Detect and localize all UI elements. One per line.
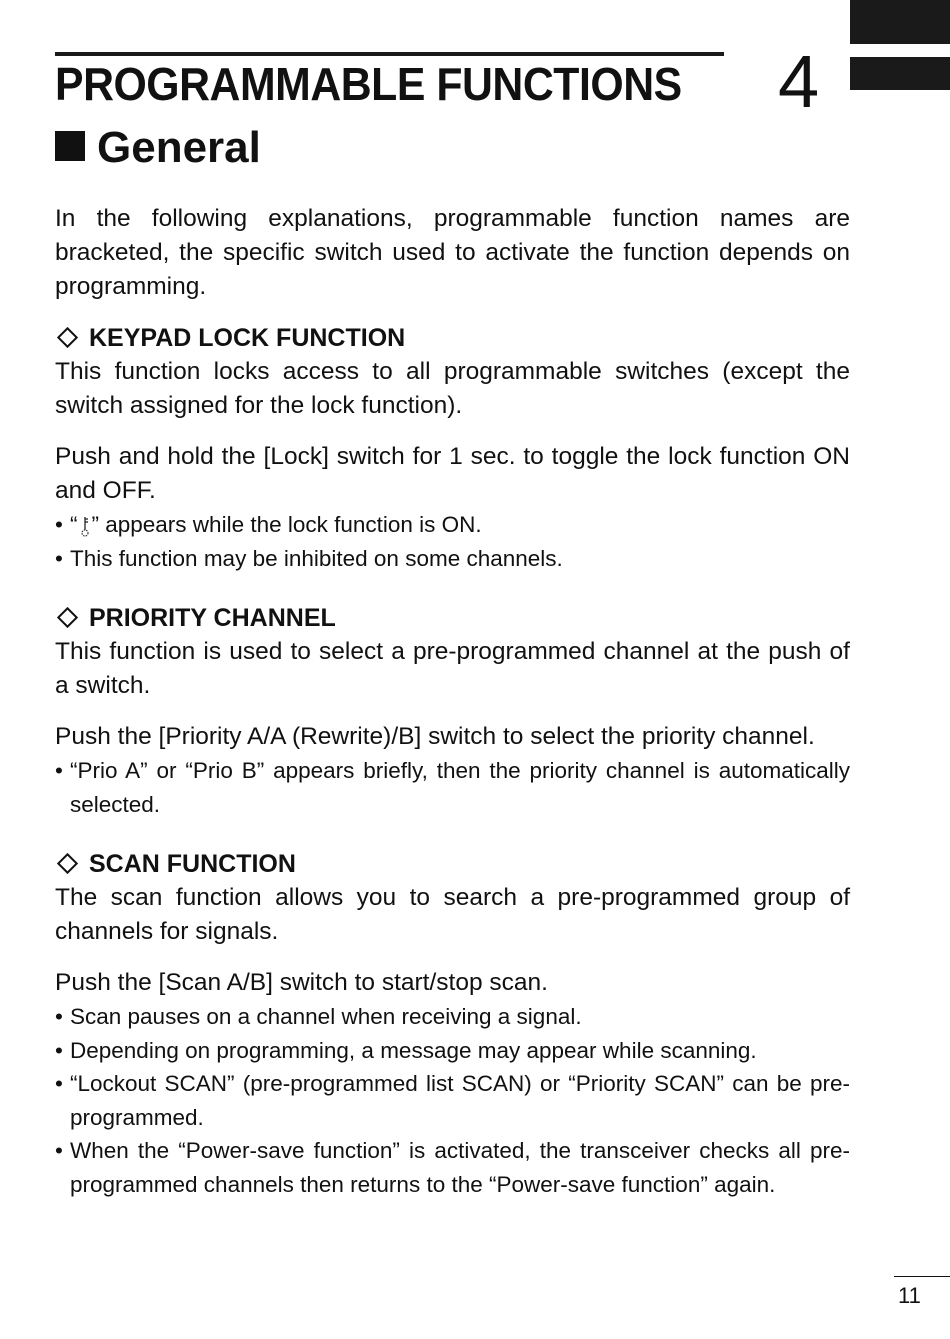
scan-notes (55, 1000, 850, 1201)
scan-note-2: • Depending on programming, a message may appear while scanning. (55, 1034, 850, 1068)
page-content (55, 202, 850, 1201)
keypad-lock-heading-text: KEYPAD LOCK FUNCTION (89, 324, 406, 352)
keypad-lock-note-1-text: ” appears while the lock function is ON. (91, 512, 482, 537)
priority-para1: This function is used to select a pre-programmed channel at the push of a switch. (55, 638, 850, 699)
chapter-tab-bottom (850, 57, 950, 90)
diamond-bullet-icon (57, 853, 78, 874)
scan-heading-text: SCAN FUNCTION (89, 850, 296, 878)
keypad-lock-notes (55, 508, 850, 575)
priority-notes (55, 754, 850, 821)
scan-note-3: • “Lockout SCAN” (pre-programmed list SCAN) or “Priority SCAN” can be pre-programmed. (55, 1067, 850, 1134)
diamond-bullet-icon (57, 327, 78, 348)
chapter-title: PROGRAMMABLE FUNCTIONS (55, 58, 682, 110)
square-bullet-icon (55, 131, 85, 161)
page-number: 11 (898, 1283, 921, 1308)
scan-para2: Push the [Scan A/B] switch to start/stop scan. (55, 969, 548, 996)
intro-paragraph: In the following explanations, programmable function names are bracketed, the specific switch used to activate the function depends on programming. (55, 205, 850, 300)
scan-heading (55, 847, 850, 881)
quote-open: “ (70, 512, 78, 537)
keypad-lock-para1: This function locks access to all programmable switches (except the switch assigned for the lock function). (55, 358, 850, 419)
section-title-text: General (97, 123, 261, 172)
key-lock-icon (78, 515, 92, 537)
priority-para2: Push the [Priority A/A (Rewrite)/B] switch to select the priority channel. (55, 723, 815, 750)
keypad-lock-heading (55, 321, 850, 355)
scan-note-1: • Scan pauses on a channel when receiving a signal. (55, 1000, 850, 1034)
chapter-tab-top (850, 0, 950, 44)
page-number-rule (894, 1276, 950, 1277)
scan-note-4: • When the “Power-save function” is activated, the transceiver checks all pre-programmed channels then returns to the “Power-save function” again. (55, 1134, 850, 1201)
keypad-lock-note-1 (55, 508, 850, 542)
priority-note-1: • “Prio A” or “Prio B” appears briefly, then the priority channel is automatically selected. (55, 754, 850, 821)
scan-para1: The scan function allows you to search a pre-programmed group of channels for signals. (55, 884, 850, 945)
priority-heading (55, 601, 850, 635)
section-title (55, 122, 261, 174)
keypad-lock-note-2: • This function may be inhibited on some channels. (55, 542, 850, 576)
chapter-number: 4 (778, 40, 820, 123)
keypad-lock-para2: Push and hold the [Lock] switch for 1 sec. to toggle the lock function ON and OFF. (55, 443, 850, 504)
header-rule (55, 52, 724, 56)
priority-heading-text: PRIORITY CHANNEL (89, 604, 336, 632)
diamond-bullet-icon (57, 607, 78, 628)
